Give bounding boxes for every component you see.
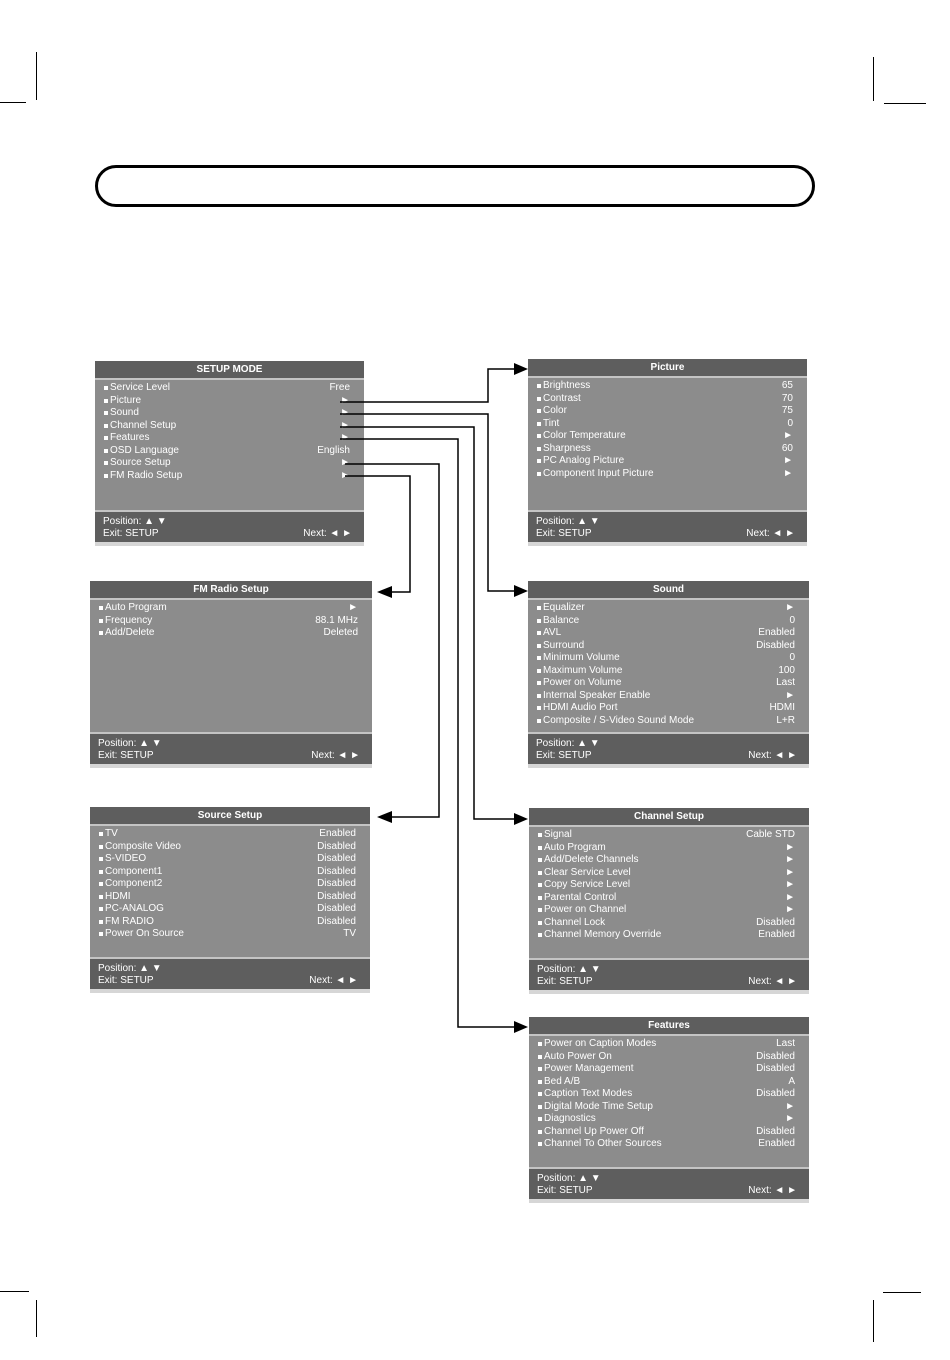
item-label: HDMI Audio Port <box>543 702 618 713</box>
item-label: Channel Memory Override <box>544 929 662 940</box>
item-value: ► <box>783 455 793 466</box>
item-label: Power Management <box>544 1063 634 1074</box>
item-value: English <box>317 444 350 456</box>
item-value: Disabled <box>756 639 795 651</box>
source-setup-connector <box>345 464 439 817</box>
item-label: Channel Lock <box>544 916 606 928</box>
item-value: ► <box>340 432 350 443</box>
item-label: Signal <box>544 829 572 840</box>
item-value: Disabled <box>317 915 356 927</box>
item-value: 0 <box>787 417 793 429</box>
item-label: HDMI <box>105 890 131 902</box>
position-hint: Position: ▲ ▼ <box>536 516 600 527</box>
item-value: Enabled <box>758 1138 795 1149</box>
item-label: Color Temperature <box>543 430 626 441</box>
next-hint: Next: ◄ ► <box>748 750 797 761</box>
item-value: A <box>788 1075 795 1087</box>
item-value: ► <box>785 689 795 701</box>
item-label: Bed A/B <box>544 1075 581 1087</box>
item-value: Disabled <box>317 865 356 877</box>
item-value: ► <box>348 602 358 613</box>
next-hint: Next: ◄ ► <box>748 976 797 987</box>
panel-title: FM Radio Setup <box>90 581 372 600</box>
panel-title: Channel Setup <box>529 808 809 827</box>
panel-title: Features <box>529 1017 809 1036</box>
item-value: Last <box>776 1038 795 1049</box>
item-value: ► <box>785 1113 795 1124</box>
panel-title: SETUP MODE <box>95 361 364 380</box>
panel-title: Picture <box>528 359 807 378</box>
item-label: Minimum Volume <box>543 652 620 663</box>
item-label: Auto Program <box>544 841 606 853</box>
item-label: Channel To Other Sources <box>544 1138 662 1149</box>
item-label: Tint <box>543 417 560 429</box>
item-value: Disabled <box>756 916 795 928</box>
fm-radio-connector <box>345 476 410 592</box>
item-value: ► <box>785 866 795 878</box>
item-value: ► <box>340 469 350 481</box>
position-hint: Position: ▲ ▼ <box>98 738 162 749</box>
item-label: Surround <box>543 639 585 651</box>
item-label: Color <box>543 405 567 416</box>
arrowhead-icon <box>514 585 528 597</box>
exit-hint: Exit: SETUP <box>98 750 154 761</box>
arrowhead-icon <box>514 813 528 825</box>
item-label: Add/Delete <box>105 627 155 638</box>
next-hint: Next: ◄ ► <box>303 528 352 539</box>
item-label: Channel Up Power Off <box>544 1125 644 1137</box>
item-value: ► <box>785 602 795 613</box>
item-label: Copy Service Level <box>544 879 631 890</box>
item-label: Digital Mode Time Setup <box>544 1100 653 1112</box>
sound-connector <box>340 414 514 591</box>
item-value: Enabled <box>319 828 356 839</box>
item-value: ► <box>340 457 350 468</box>
item-value: Cable STD <box>746 829 795 840</box>
picture-connector <box>340 369 514 402</box>
exit-hint: Exit: SETUP <box>537 976 593 987</box>
item-value: ► <box>783 430 793 441</box>
item-label: OSD Language <box>110 444 179 456</box>
item-value: TV <box>343 928 356 939</box>
item-label: Picture <box>110 394 142 406</box>
item-label: Parental Control <box>544 891 617 903</box>
position-hint: Position: ▲ ▼ <box>103 516 167 527</box>
item-label: Add/Delete Channels <box>544 854 639 865</box>
item-label: Component Input Picture <box>543 467 654 479</box>
item-value: Enabled <box>758 929 795 940</box>
item-value: ► <box>785 854 795 865</box>
item-label: Channel Setup <box>110 419 177 431</box>
item-value: ► <box>785 879 795 890</box>
arrowhead-icon <box>514 1021 528 1033</box>
item-value: Disabled <box>317 840 356 852</box>
item-value: ► <box>340 394 350 406</box>
item-label: Sharpness <box>543 442 591 454</box>
item-value: Deleted <box>323 627 358 638</box>
item-value: ► <box>340 419 350 431</box>
item-label: Power on Caption Modes <box>544 1038 657 1049</box>
item-value: 100 <box>778 664 795 676</box>
item-label: Equalizer <box>543 602 585 613</box>
item-label: Composite / S-Video Sound Mode <box>543 714 695 726</box>
item-label: Clear Service Level <box>544 866 631 878</box>
next-hint: Next: ◄ ► <box>746 528 795 539</box>
item-label: Internal Speaker Enable <box>543 689 651 701</box>
item-label: Power on Channel <box>544 904 627 915</box>
item-value: ► <box>340 407 350 418</box>
next-hint: Next: ◄ ► <box>311 750 360 761</box>
item-value: Disabled <box>317 853 356 864</box>
item-label: Sound <box>110 407 139 418</box>
item-value: 70 <box>781 392 793 404</box>
position-hint: Position: ▲ ▼ <box>98 963 162 974</box>
next-hint: Next: ◄ ► <box>309 975 358 986</box>
item-label: Brightness <box>543 380 591 391</box>
arrowhead-icon <box>377 811 392 823</box>
item-value: 75 <box>781 405 793 416</box>
item-label: Source Setup <box>110 457 171 468</box>
exit-hint: Exit: SETUP <box>536 750 592 761</box>
item-value: Disabled <box>317 903 356 914</box>
item-value: 0 <box>789 652 795 663</box>
item-label: Composite Video <box>105 840 181 852</box>
item-value: 60 <box>781 442 793 454</box>
position-hint: Position: ▲ ▼ <box>537 964 601 975</box>
item-value: Disabled <box>756 1125 795 1137</box>
panel-title: Sound <box>528 581 809 600</box>
arrowhead-icon <box>377 586 392 598</box>
item-value: ► <box>785 1100 795 1112</box>
item-value: 0 <box>789 614 795 626</box>
item-label: Diagnostics <box>544 1113 596 1124</box>
item-label: Service Level <box>110 382 171 393</box>
item-label: TV <box>105 828 118 839</box>
exit-hint: Exit: SETUP <box>103 528 159 539</box>
exit-hint: Exit: SETUP <box>98 975 154 986</box>
item-label: S-VIDEO <box>105 853 147 864</box>
item-value: ► <box>785 904 795 915</box>
item-label: Component1 <box>105 865 163 877</box>
position-hint: Position: ▲ ▼ <box>537 1173 601 1184</box>
item-label: Contrast <box>543 392 581 404</box>
item-value: ► <box>785 891 795 903</box>
item-value: ► <box>783 467 793 479</box>
item-label: Power on Volume <box>543 677 622 688</box>
item-label: Auto Power On <box>544 1050 612 1062</box>
item-value: Enabled <box>758 627 795 638</box>
item-label: FM RADIO <box>105 915 154 927</box>
next-hint: Next: ◄ ► <box>748 1185 797 1196</box>
item-label: Balance <box>543 614 580 626</box>
item-label: Frequency <box>105 614 153 626</box>
item-value: 88.1 MHz <box>315 614 358 626</box>
item-value: 65 <box>781 380 793 391</box>
item-label: FM Radio Setup <box>110 469 183 481</box>
item-value: L+R <box>776 714 795 726</box>
item-value: ► <box>785 841 795 853</box>
item-value: Disabled <box>317 890 356 902</box>
item-label: Caption Text Modes <box>544 1088 633 1099</box>
item-value: Disabled <box>317 878 356 889</box>
item-label: Features <box>110 432 150 443</box>
exit-hint: Exit: SETUP <box>536 528 592 539</box>
panel-title: Source Setup <box>90 807 370 826</box>
item-value: Disabled <box>756 1063 795 1074</box>
item-label: AVL <box>543 627 562 638</box>
item-label: PC-ANALOG <box>105 903 164 914</box>
item-label: PC Analog Picture <box>543 455 625 466</box>
item-value: Free <box>329 382 350 393</box>
item-value: Last <box>776 677 795 688</box>
item-value: Disabled <box>756 1088 795 1099</box>
item-label: Auto Program <box>105 602 167 613</box>
item-label: Power On Source <box>105 928 184 939</box>
item-value: Disabled <box>756 1050 795 1062</box>
position-hint: Position: ▲ ▼ <box>536 738 600 749</box>
item-label: Component2 <box>105 878 163 889</box>
exit-hint: Exit: SETUP <box>537 1185 593 1196</box>
item-value: HDMI <box>769 702 795 713</box>
item-label: Maximum Volume <box>543 664 623 676</box>
arrowhead-icon <box>514 363 528 375</box>
